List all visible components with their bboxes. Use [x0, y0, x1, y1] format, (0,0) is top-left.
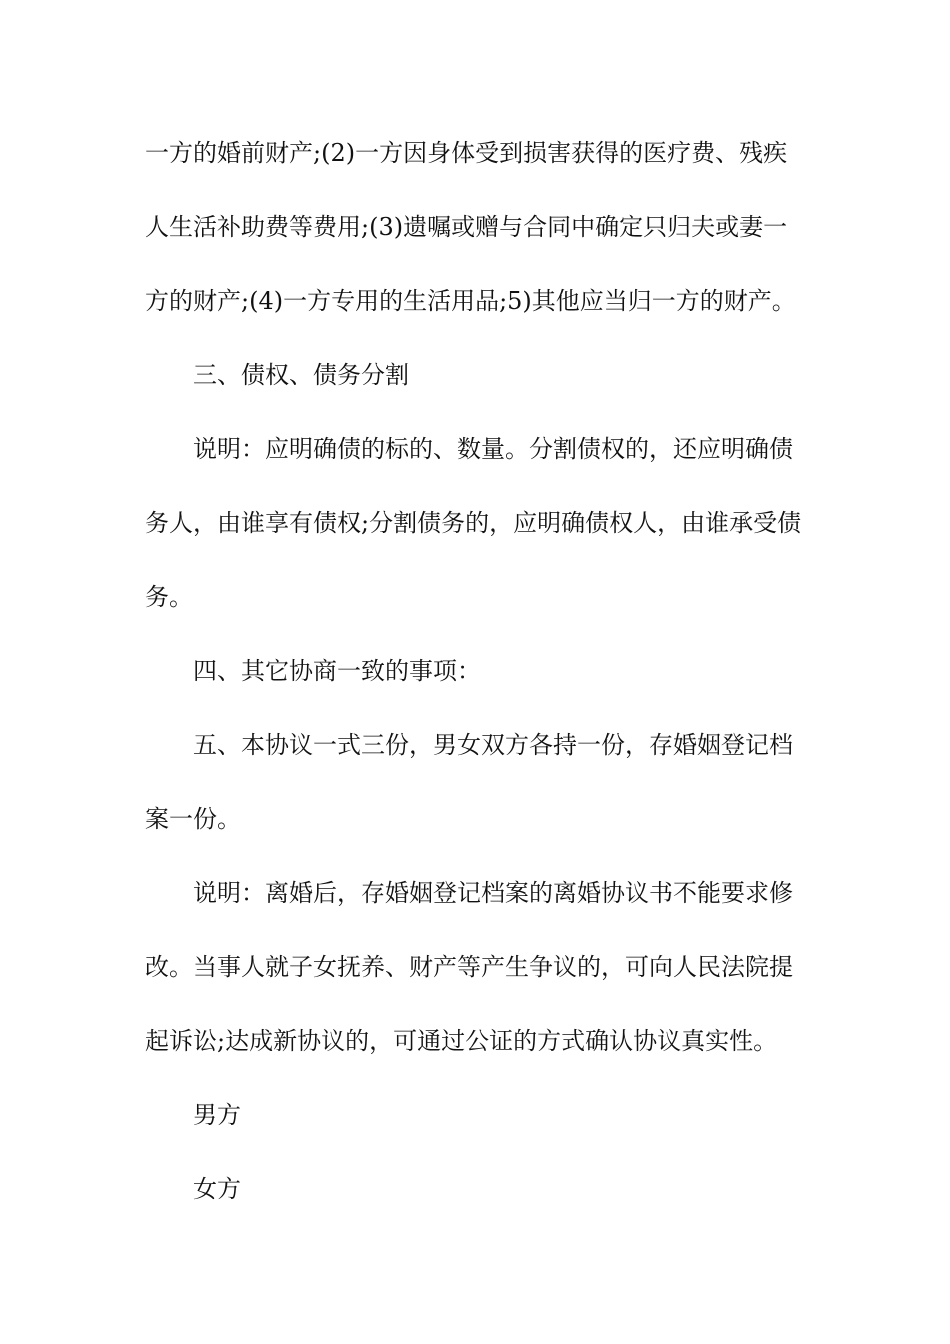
- paragraph-line-1: 一方的婚前财产;(2)一方因身体受到损害获得的医疗费、残疾: [145, 139, 788, 167]
- paragraph-line-5: 说明：应明确债的标的、数量。分割债权的，还应明确债: [193, 435, 793, 463]
- paragraph-line-13: 起诉讼;达成新协议的，可通过公证的方式确认协议真实性。: [145, 1027, 778, 1055]
- signature-female-label: 女方: [193, 1175, 241, 1203]
- section-heading-3: 三、债权、债务分割: [193, 361, 409, 389]
- paragraph-line-6: 务人，由谁享有债权;分割债务的，应明确债权人，由谁承受债: [145, 509, 802, 537]
- paragraph-line-10: 案一份。: [145, 805, 241, 833]
- paragraph-line-12: 改。当事人就子女抚养、财产等产生争议的，可向人民法院提: [145, 953, 793, 981]
- paragraph-line-2: 人生活补助费等费用;(3)遗嘱或赠与合同中确定只归夫或妻一: [145, 213, 788, 241]
- paragraph-line-11: 说明：离婚后，存婚姻登记档案的离婚协议书不能要求修: [193, 879, 793, 907]
- section-heading-4: 四、其它协商一致的事项：: [193, 657, 481, 685]
- signature-male-label: 男方: [193, 1101, 241, 1129]
- paragraph-line-7: 务。: [145, 583, 193, 611]
- section-heading-5: 五、本协议一式三份，男女双方各持一份，存婚姻登记档: [193, 731, 793, 759]
- paragraph-line-3: 方的财产;(4)一方专用的生活用品;5)其他应当归一方的财产。: [145, 287, 796, 315]
